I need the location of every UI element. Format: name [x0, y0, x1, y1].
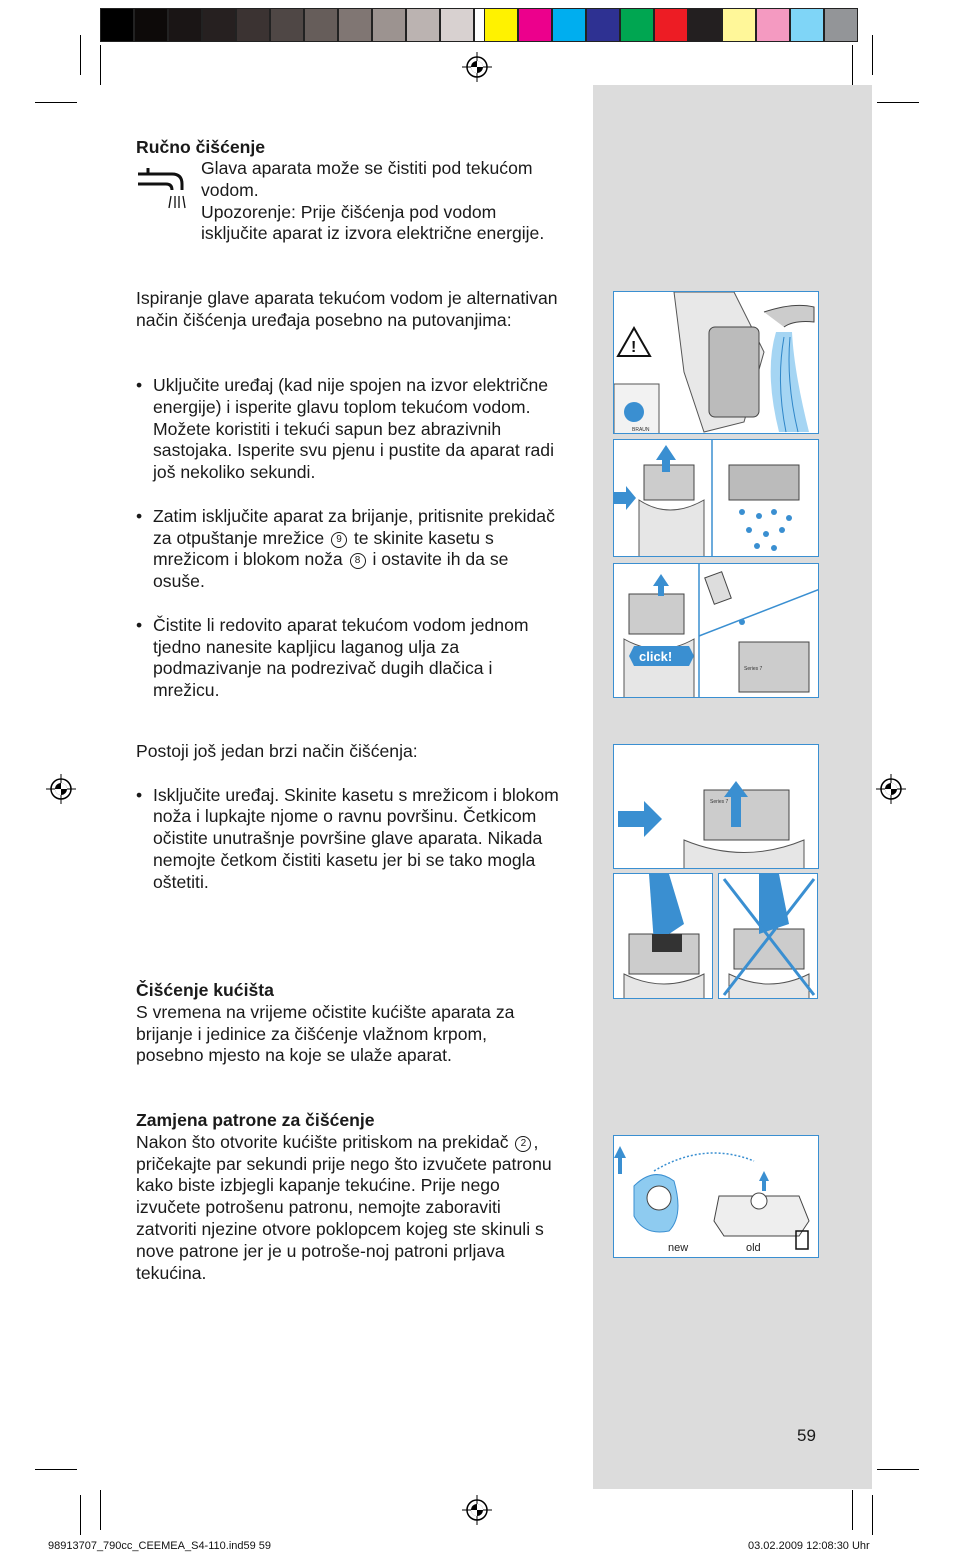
reference-number: 8 — [350, 553, 366, 569]
rinse-text: Ispiranje glave aparata tekućom vodom je alternativan način čišćenja uređaja posebno na putovanjima: — [136, 288, 558, 330]
color-swatch — [688, 8, 722, 42]
registration-mark-icon — [462, 1495, 492, 1525]
gray-swatch — [100, 8, 134, 42]
figure-tap-cassette — [613, 744, 819, 869]
gray-swatch — [202, 8, 236, 42]
series-label: Series 7 — [744, 666, 763, 672]
color-swatch — [654, 8, 688, 42]
gray-swatch — [304, 8, 338, 42]
page-number: 59 — [797, 1426, 816, 1445]
color-swatch — [824, 8, 858, 42]
svg-text:!: ! — [631, 339, 637, 356]
bullet-item: • Isključite uređaj. Skinite kasetu s mrežicom i blokom noža i lupkajte njome o ravnu površinu. Četkicom očistite unutrašnje površine glave aparata. Nikada nemojte četkom čistiti kasetu jer bi se tako mogla oštetiti. — [136, 785, 561, 894]
crop-mark — [872, 1495, 873, 1535]
cartridge-text: Nakon što otvorite kućište pritiskom na prekidač — [136, 1131, 509, 1152]
manual-cleaning-section — [136, 137, 566, 159]
gray-swatch — [168, 8, 202, 42]
footer-file-info: 98913707_790cc_CEEMEA_S4-110.ind59 59 — [48, 1540, 272, 1552]
quick-intro: Postoji još jedan brzi način čišćenja: — [136, 741, 418, 761]
bullet-item: • Čistite li redovito aparat tekućom vodom jednom tjedno nanesite kapljicu laganog ulja za podmazivanje na podrezivač dugih dlačica i mrežicu. — [136, 615, 556, 702]
section-heading: Ručno čišćenje — [136, 137, 266, 157]
crop-mark — [100, 45, 101, 85]
bullet-item — [136, 506, 556, 593]
color-swatch — [620, 8, 654, 42]
color-swatch — [722, 8, 756, 42]
manual-bullets — [136, 375, 556, 702]
color-swatch — [552, 8, 586, 42]
series-label: Series 7 — [710, 799, 729, 805]
rinse-block — [136, 288, 566, 332]
section-heading: Zamjena patrone za čišćenje — [136, 1110, 375, 1130]
color-swatch — [484, 8, 518, 42]
crop-mark — [80, 1495, 81, 1535]
figure-replace-cartridge — [613, 1135, 819, 1258]
figure-remove-cassette — [613, 439, 819, 557]
gray-swatch — [134, 8, 168, 42]
gray-swatch — [338, 8, 372, 42]
bullet-text: te skinite kasetu s mrežicom i blokom noža — [153, 527, 494, 570]
click-label: click! — [639, 649, 673, 664]
bullet-item: • Uključite uređaj (kad nije spojen na izvor električne energije) i isperite glavu toplom tekućom vodom. Možete koristiti i tekući sapun bez abrazivnih sastojaka. Isperite svu pjenu i pustite da aparat radi još nekoliko sekundi. — [136, 375, 556, 484]
crop-mark — [852, 1490, 853, 1530]
color-swatch — [756, 8, 790, 42]
crop-mark — [877, 1469, 919, 1470]
registration-mark-icon — [462, 52, 492, 82]
quick-cleaning-section — [136, 741, 561, 894]
crop-mark — [872, 35, 873, 75]
bullet-text: Zatim isključite aparat za brijanje, pritisnite prekidač za otpuštanje mrežice — [153, 505, 555, 548]
crop-mark — [852, 45, 853, 85]
crop-mark — [877, 102, 919, 103]
cartridge-text: , pričekajte par sekundi prije nego što izvučete patronu kako biste izbjegli kapanje tekućine. Prije nego izvučete potrošenu patronu, nemojte zaboraviti zatvoriti njezine otvore poklopcem kojeg ste skinuli s nove patrone jer je u potroše-noj patroni prljava tekućina. — [136, 1131, 552, 1283]
footer-timestamp: 03.02.2009 12:08:30 Uhr — [748, 1540, 870, 1552]
figure-oil-and-click — [613, 563, 819, 698]
reference-number: 2 — [515, 1136, 531, 1152]
new-label: new — [668, 1242, 689, 1254]
figure-brush-ok — [613, 873, 713, 999]
reference-number: 9 — [331, 532, 347, 548]
crop-mark — [100, 1490, 101, 1530]
water-tap-icon — [136, 164, 188, 214]
color-swatch — [518, 8, 552, 42]
crop-mark — [35, 1469, 77, 1470]
color-swatch — [586, 8, 620, 42]
gray-swatch — [372, 8, 406, 42]
manual-intro: Glava aparata može se čistiti pod tekućom vodom. — [201, 158, 533, 200]
gray-swatch — [440, 8, 474, 42]
registration-mark-icon — [46, 774, 76, 804]
gray-swatch — [270, 8, 304, 42]
crop-mark — [80, 35, 81, 75]
manual-warning: Upozorenje: Prije čišćenja pod vodom isključite aparat iz izvora električne energije. — [201, 201, 545, 244]
old-label: old — [746, 1242, 761, 1254]
registration-mark-icon — [876, 774, 906, 804]
bullet-text: i ostavite ih da se osuše. — [153, 549, 509, 592]
housing-section — [136, 980, 556, 1067]
housing-body: S vremena na vrijeme očistite kućište aparata za brijanje i jedinice za čišćenje vlažnom krpom, posebno mjesto na koje se ulaže aparat. — [136, 1001, 515, 1066]
manual-intro-block — [201, 158, 561, 245]
cartridge-section — [136, 1110, 556, 1284]
gray-swatch — [236, 8, 270, 42]
figure-brush-not-allowed — [718, 873, 818, 999]
cartridge-body — [136, 1132, 556, 1285]
color-swatch — [790, 8, 824, 42]
gray-swatch — [406, 8, 440, 42]
section-heading: Čišćenje kućišta — [136, 980, 274, 1000]
brand-label: BRAUN — [632, 427, 650, 433]
crop-mark — [35, 102, 77, 103]
figure-rinse-shaver — [613, 291, 819, 434]
